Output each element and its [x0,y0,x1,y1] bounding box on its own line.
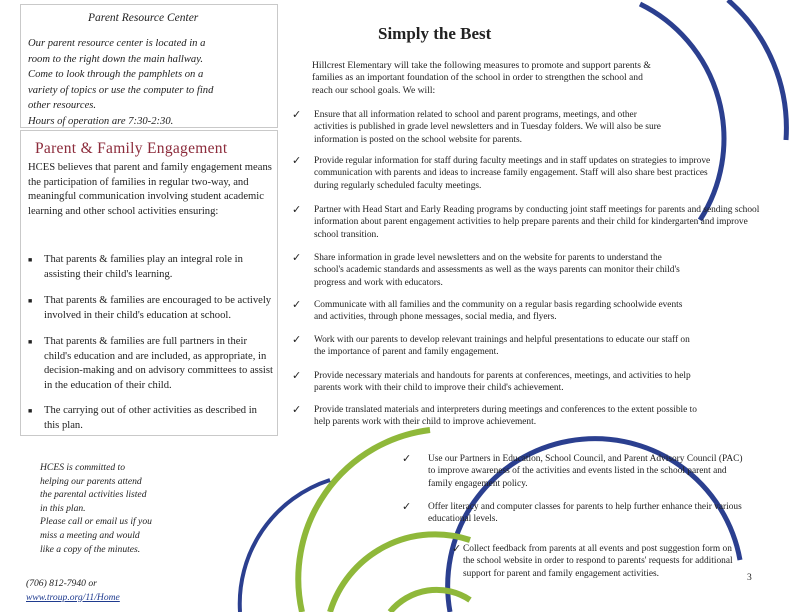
engagement-bullet [28,253,273,282]
measure-item [292,155,732,192]
bullet-icon: ■ [28,256,33,264]
measure-item [292,252,692,289]
resource-line: room to the right down the main hallway. [28,53,203,65]
engagement-bullet [28,294,273,323]
bullet-icon: ■ [28,338,33,346]
measure-text: Provide regular information for staff during faculty meetings and in staff updates on strategies to improve communication with parents and ideas to increase family engagement. Staff will also share best practices during regularly scheduled faculty meetings. [314,156,711,191]
simply-intro: Hillcrest Elementary will take the following measures to promote and support parents & families as an important foundation of the school in order to strengthen the school and reach our school goals. We will: [312,60,651,96]
engagement-intro: HCES believes that parent and family engagement means the participation of families in regular two-way, and meaningful communication involving student academic learning and other school activities ensuring: [28,162,272,217]
measure-text: Partner with Head Start and Early Reading programs by conducting joint staff meetings for parents and sending school information about parent engagement activities to help prepare parents and their child for kindergarten and improve school transition. [314,205,760,240]
engagement-bullet-text: That parents & families play an integral role in assisting their child's learning. [44,254,243,280]
measure-item [292,370,712,395]
check-icon: ✓ [292,155,302,167]
check-icon: ✓ [292,370,302,382]
notice-line: Please call or email us if you [40,516,152,528]
notice-line: in this plan. [40,502,86,514]
measure-item [402,501,750,526]
check-icon: ✓ [292,204,302,216]
green-ring-small [390,590,470,612]
navy-ring-lower-left [240,480,330,612]
check-icon: ✓ [292,109,302,121]
resource-center-title: Parent Resource Center [88,12,199,24]
measure-item [292,299,692,324]
measure-text: Ensure that all information related to school and parent programs, meetings, and other activities is published in grade level newsletters and in Tuesday folders. We will also be sure information is posted on the school website for parents. [314,110,661,145]
check-icon: ✓ [292,299,302,311]
resource-line: variety of topics or use the computer to find [28,84,214,96]
engagement-bullet-text: That parents & families are encouraged to be actively involved in their child's education at school. [44,295,272,321]
measure-text: Share information in grade level newsletters and on the website for parents to understand the school's academic standards and assessments as well as the ways parents can monitor their child's progress and work with educators. [314,253,680,288]
notice-line: the parental activities listed [40,489,147,501]
measure-text: Offer literacy and computer classes for parents to help further enhance their various educational levels. [428,502,742,525]
engagement-bullet-text: That parents & families are full partners in their child's education and are included, as appropriate, in decision-making and on advisory committees to assist in the education of their child. [44,336,273,391]
notice-line: like a copy of the minutes. [40,543,141,555]
engagement-title: Parent & Family Engagement [35,140,228,157]
measure-item [292,334,692,359]
notice-line: HCES is committed to [40,462,126,473]
measure-text: Collect feedback from parents at all events and post suggestion form on the school website in order to respond to parents' requests for additional support for parent and family engagement activities. [463,544,733,579]
engagement-bullet [28,335,273,393]
measure-item [292,404,712,429]
measure-text: Communicate with all families and the community on a regular basis regarding schoolwide events and activities, through phone messages, social media, and flyers. [314,300,683,323]
resource-center-text [28,36,268,130]
notice-line: miss a meeting and would [40,529,140,541]
simply-the-best-title: Simply the Best [378,24,492,43]
contact-phone: (706) 812-7940 or [26,578,97,589]
page-number: 3 [747,572,752,583]
committed-notice [40,461,180,556]
measure-text: Work with our parents to develop relevant trainings and helpful presentations to educate our staff on the importance of parent and family engagement. [314,335,690,358]
navy-ring-right-edge [728,0,786,140]
resource-hours: Hours of operation are 7:30-2:30. [28,115,174,127]
measure-text: Use our Partners in Education, School Council, and Parent Advisory Council (PAC) to improve awareness of the activities and events listed in the school parent and family engagement policy. [428,454,743,489]
resource-line: Our parent resource center is located in a [28,38,206,49]
check-icon: ✓ [292,404,302,416]
notice-line: helping our parents attend [40,475,142,487]
measure-item [452,543,744,580]
bullet-icon: ■ [28,297,33,305]
measure-item [292,109,672,146]
check-icon: ✓ [402,453,412,465]
resource-line: other resources. [28,100,97,112]
website-link[interactable]: www.troup.org/11/Home [26,591,120,603]
contact-info [26,577,120,604]
check-icon: ✓ [292,252,302,264]
check-icon: ✓ [452,543,462,555]
measure-text: Provide translated materials and interpreters during meetings and conferences to the extent possible to help parents work with their child to improve achievement. [314,405,697,428]
measure-item [292,204,764,241]
measure-item [402,453,750,490]
resource-line: Come to look through the pamphlets on a [28,69,204,81]
engagement-bullet [28,404,273,433]
check-icon: ✓ [292,334,302,346]
engagement-bullet-text: The carrying out of other activities as described in this plan. [44,405,257,431]
bullet-icon: ■ [28,407,33,415]
check-icon: ✓ [402,501,412,513]
measure-text: Provide necessary materials and handouts for parents at conferences, meetings, and activities to help parents work with their child to improve their child's achievement. [314,371,691,394]
